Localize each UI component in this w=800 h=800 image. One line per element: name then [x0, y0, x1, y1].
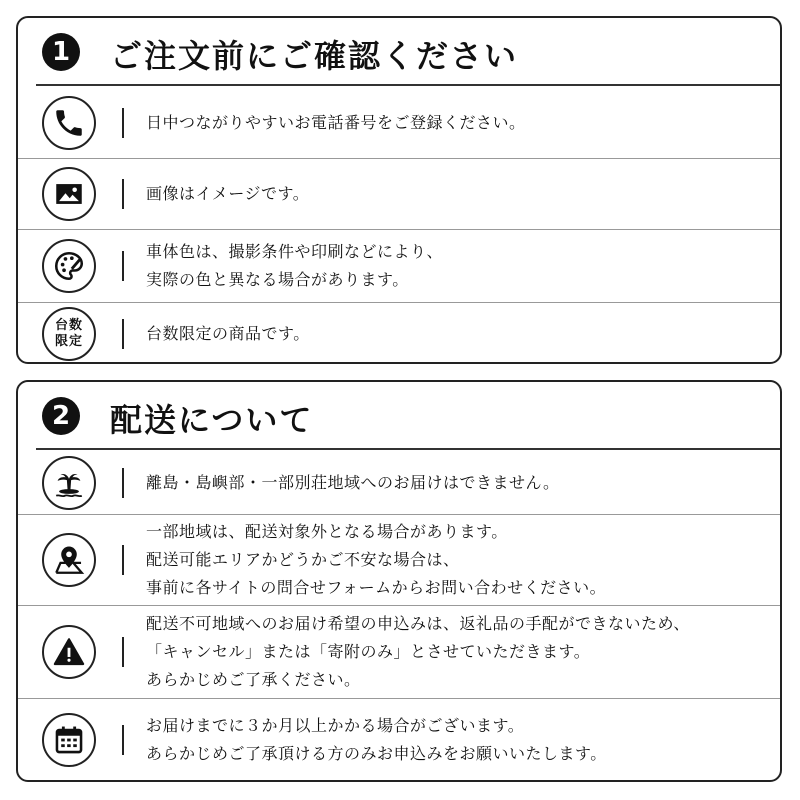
image-icon [42, 167, 96, 221]
delivery-line: 事前に各サイトの問合せフォームからお問い合わせください。 [146, 578, 607, 597]
row-divider-bar [122, 108, 124, 138]
notice-line: 台数限定の商品です。 [146, 324, 310, 343]
icon-label-line: 限定 [54, 334, 83, 349]
delivery-line: お届けまでに３か月以上かかる場合がございます。 [146, 716, 525, 735]
notice-line: 実際の色と異なる場合があります。 [146, 270, 409, 289]
notice-text [146, 109, 526, 137]
row-divider-bar [122, 251, 124, 281]
delivery-row-schedule [18, 699, 780, 781]
delivery-line: 一部地域は、配送対象外となる場合があります。 [146, 522, 508, 541]
delivery-row-island [18, 452, 780, 515]
delivery-text [146, 469, 559, 497]
notice-line: 画像はイメージです。 [146, 184, 310, 203]
row-divider-bar [122, 179, 124, 209]
notice-text [146, 320, 310, 348]
delivery-header [18, 382, 780, 452]
row-divider-bar [122, 319, 124, 349]
order-notice-header [18, 18, 780, 88]
header-divider [36, 448, 780, 450]
notice-line: 日中つながりやすいお電話番号をご登録ください。 [146, 113, 526, 132]
notice-text [146, 180, 309, 208]
delivery-text [146, 712, 607, 768]
row-divider-bar [122, 468, 124, 498]
section-title: ご注文前にご確認ください [110, 37, 519, 75]
header-divider [36, 84, 780, 86]
calendar-icon [42, 713, 96, 767]
delivery-line: あらかじめご了承頂ける方のみお申込みをお願いいたします。 [146, 744, 607, 763]
notice-row-image [18, 159, 780, 230]
delivery-text [146, 610, 690, 694]
notice-line: 車体色は、撮影条件や印刷などにより、 [146, 242, 444, 261]
row-divider-bar [122, 637, 124, 667]
island-icon [42, 456, 96, 510]
warning-icon [42, 625, 96, 679]
delivery-row-area [18, 515, 780, 606]
palette-icon [42, 239, 96, 293]
delivery-line: 「キャンセル」または「寄附のみ」とさせていただきます。 [146, 642, 591, 661]
notice-row-limited [18, 303, 780, 365]
notice-row-color [18, 230, 780, 303]
section-number-badge: 1 [42, 33, 80, 71]
notice-row-phone [18, 88, 780, 159]
order-notice-card [16, 16, 782, 364]
icon-label-line: 台数 [54, 318, 83, 333]
notice-text [146, 238, 443, 294]
row-divider-bar [122, 725, 124, 755]
limited-stock-icon [42, 307, 96, 361]
delivery-line: あらかじめご了承ください。 [146, 670, 361, 689]
delivery-row-warning [18, 606, 780, 699]
section-number-badge: 2 [42, 397, 80, 435]
phone-icon [42, 96, 96, 150]
delivery-line: 離島・島嶼部・一部別荘地域へのお届けはできません。 [146, 473, 560, 492]
delivery-line: 配送可能エリアかどうかご不安な場合は、 [146, 550, 460, 569]
delivery-card [16, 380, 782, 782]
map-pin-icon [42, 533, 96, 587]
delivery-text [146, 518, 606, 602]
row-divider-bar [122, 545, 124, 575]
section-title: 配送について [110, 401, 314, 439]
delivery-line: 配送不可地域へのお届け希望の申込みは、返礼品の手配ができないため、 [146, 614, 690, 633]
